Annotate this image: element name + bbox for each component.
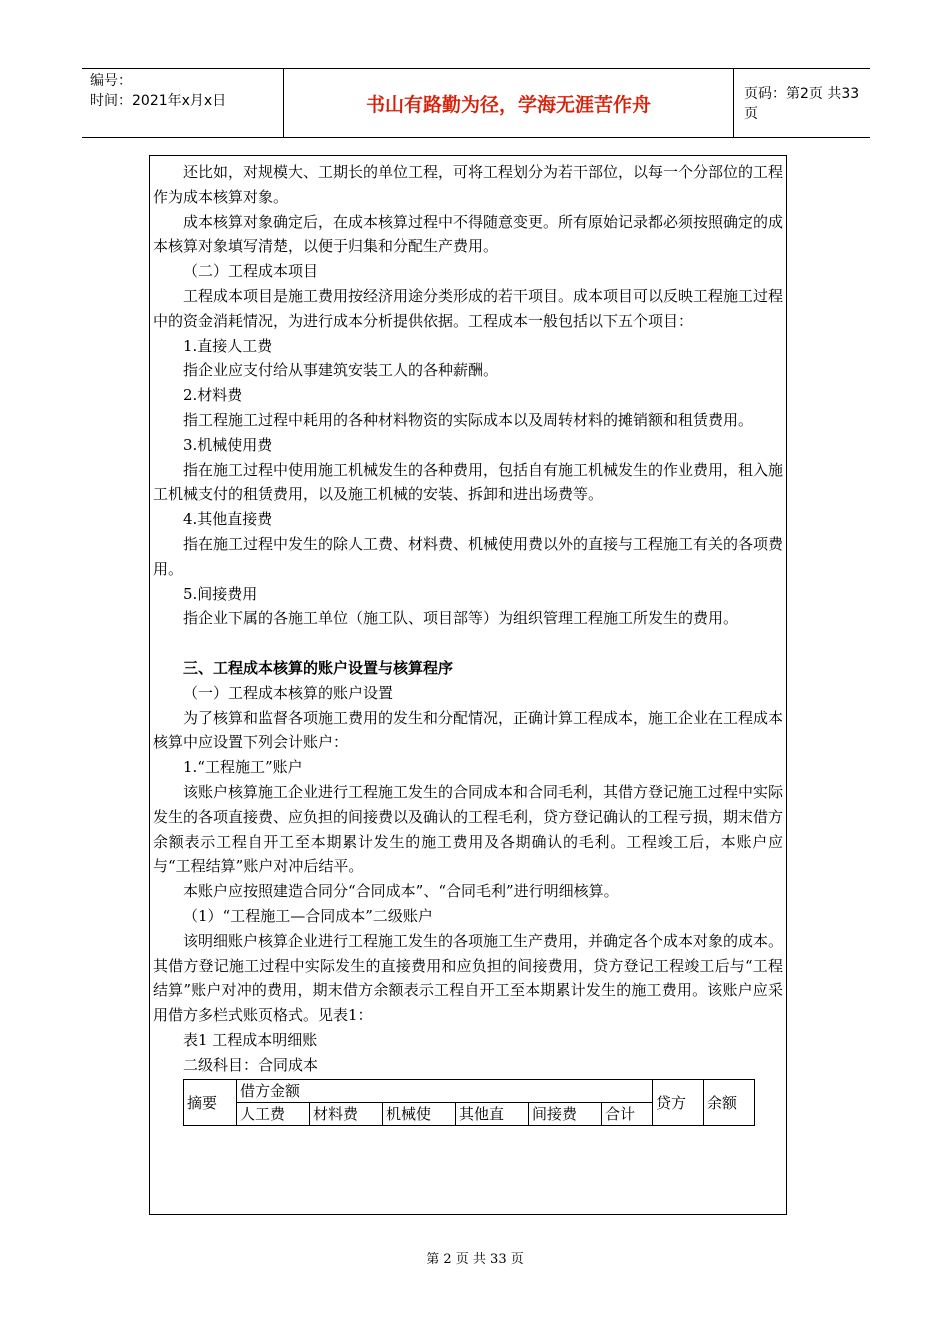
- date-label: 时间：2021年x月x日: [90, 93, 227, 109]
- col-material: 材料费: [310, 1103, 383, 1126]
- paragraph: 指工程施工过程中耗用的各种材料物资的实际成本以及周转材料的摊销额和租赁费用。: [183, 410, 754, 429]
- page-header: [82, 68, 870, 138]
- paragraph: 指企业应支付给从事建筑安装工人的各种薪酬。: [183, 361, 499, 380]
- col-other-direct: 其他直: [456, 1103, 529, 1126]
- paragraph: [153, 631, 783, 656]
- ledger-table: [183, 1079, 755, 1126]
- paragraph-list: [153, 160, 783, 1077]
- paragraph: 1.“工程施工”账户: [183, 758, 303, 777]
- header-motto: 书山有路勤为径，学海无涯苦作舟: [284, 69, 734, 137]
- paragraph: 表1 工程成本明细账: [183, 1030, 318, 1049]
- paragraph: 1.直接人工费: [183, 336, 273, 355]
- paragraph: （一）工程成本核算的账户设置: [183, 683, 394, 702]
- paragraph: 3.机械使用费: [183, 435, 273, 454]
- header-page-info: 页码：第2页 共33页: [744, 86, 860, 122]
- paragraph: 指企业下属的各施工单位（施工队、项目部等）为组织管理工程施工所发生的费用。: [183, 609, 739, 628]
- paragraph: 该账户核算施工企业进行工程施工发生的合同成本和合同毛利，其借方登记施工过程中实际发生的各项直接费、应负担的间接费以及确认的工程毛利，贷方登记确认的工程亏损，期末借方余额表示工程自开工至本期累计发生的施工费用及各期确认的毛利。工程竣工后，本账户应与“工程结算”账户对冲后结平。: [153, 782, 784, 876]
- col-total: 合计: [602, 1103, 653, 1126]
- number-label: 编号：: [90, 73, 132, 89]
- col-labor: 人工费: [237, 1103, 310, 1126]
- paragraph: 三、工程成本核算的账户设置与核算程序: [183, 658, 454, 677]
- paragraph: 5.间接费用: [183, 584, 258, 603]
- col-machinery: 机械使: [383, 1103, 456, 1126]
- paragraph: 还比如，对规模大、工期长的单位工程，可将工程划分为若干部位，以每一个分部位的工程作为成本核算对象。: [153, 163, 784, 206]
- paragraph: 为了核算和监督各项施工费用的发生和分配情况，正确计算工程成本，施工企业在工程成本核算中应设置下列会计账户：: [153, 708, 784, 752]
- paragraph: 指在施工过程中发生的除人工费、材料费、机械使用费以外的直接与工程施工有关的各项费用。: [153, 534, 784, 578]
- paragraph: 成本核算对象确定后，在成本核算过程中不得随意变更。所有原始记录都必须按照确定的成本核算对象填写清楚，以便于归集和分配生产费用。: [153, 212, 784, 256]
- header-meta: [82, 69, 284, 137]
- paragraph: 本账户应按照建造合同分“合同成本”、“合同毛利”进行明细核算。: [183, 882, 619, 901]
- paragraph: 工程成本项目是施工费用按经济用途分类形成的若干项目。成本项目可以反映工程施工过程中的资金消耗情况，为进行成本分析提供依据。工程成本一般包括以下五个项目：: [153, 286, 784, 330]
- paragraph: （1）“工程施工—合同成本”二级账户: [183, 906, 433, 925]
- paragraph: 指在施工过程中使用施工机械发生的各种费用，包括自有施工机械发生的作业费用，租入施工机械支付的租赁费用，以及施工机械的安装、拆卸和进出场费等。: [153, 460, 784, 504]
- col-summary: 摘要: [184, 1080, 237, 1126]
- col-credit: 贷方: [653, 1080, 704, 1126]
- col-balance: 余额: [704, 1080, 755, 1126]
- paragraph: （二）工程成本项目: [183, 262, 319, 281]
- paragraph: 该明细账户核算企业进行工程施工发生的各项施工生产费用，并确定各个成本对象的成本。其借方登记施工过程中实际发生的直接费用和应负担的间接费用，贷方登记工程竣工后与“工程结算”账户对冲的费用，期末借方余额表示工程自开工至本期累计发生的施工费用。该账户应采用借方多栏式账页格式。见表1：: [153, 931, 784, 1025]
- document-body: [149, 155, 787, 1215]
- paragraph: 二级科目：合同成本: [183, 1055, 319, 1074]
- paragraph: 4.其他直接费: [183, 510, 273, 529]
- ledger-table-wrap: [183, 1079, 783, 1126]
- col-debit-amount: 借方金额: [237, 1080, 653, 1103]
- page-footer: 第 2 页 共 33 页: [426, 1252, 524, 1267]
- col-indirect: 间接费: [529, 1103, 602, 1126]
- paragraph: 2.材料费: [183, 386, 243, 405]
